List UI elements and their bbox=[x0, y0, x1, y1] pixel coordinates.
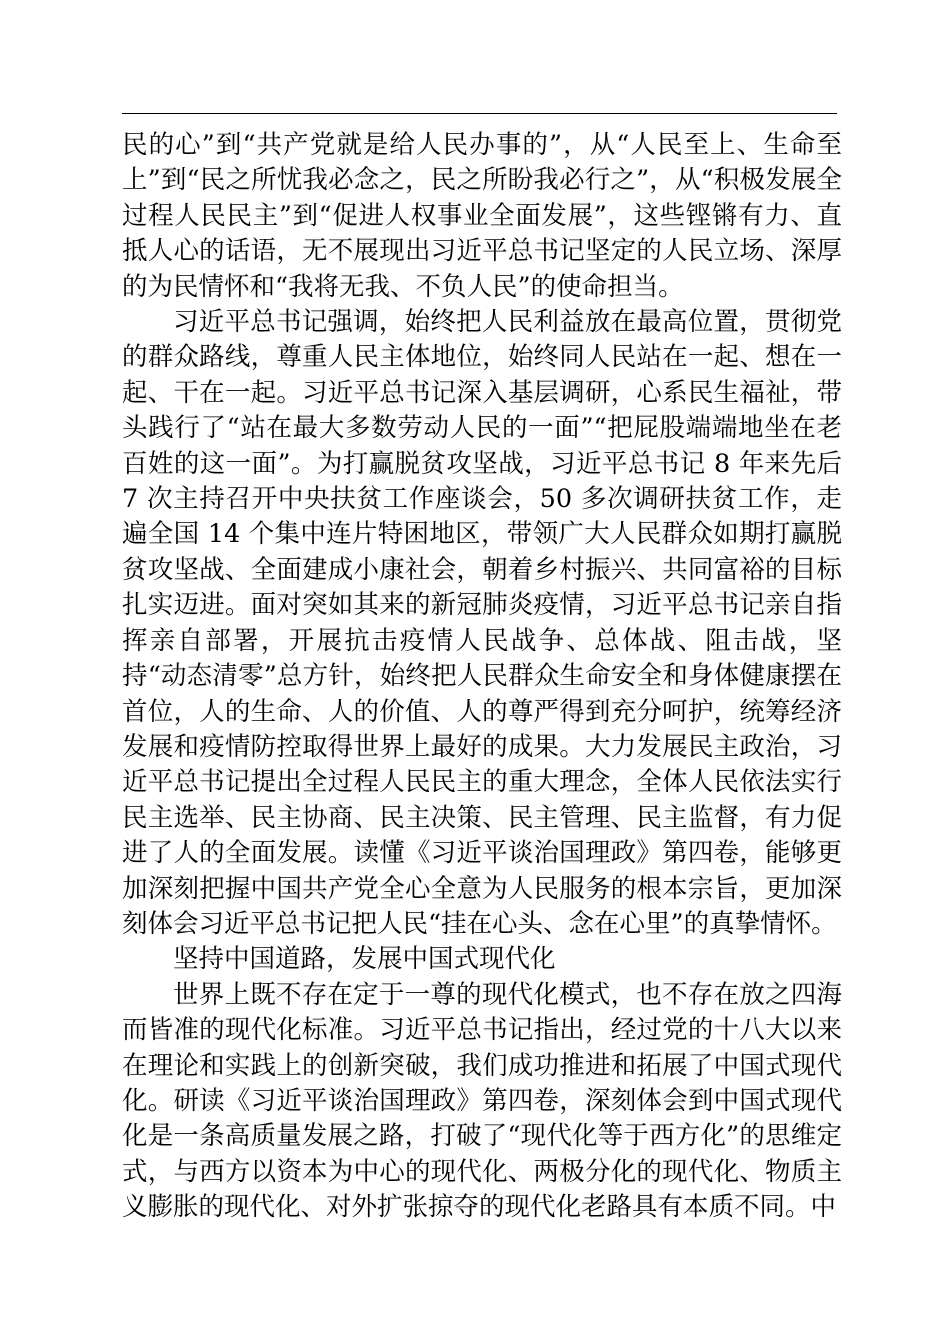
header-rule bbox=[122, 113, 837, 114]
document-body bbox=[122, 128, 842, 1226]
section-heading: 坚持中国道路，发展中国式现代化 bbox=[173, 944, 556, 975]
paragraph-people-first: 习近平总书记强调，始终把人民利益放在最高位置，贯彻党的群众路线，尊重人民主体地位，始终同人民站在一起、想在一起、干在一起。习近平总书记深入基层调研，心系民生福祉，带头践行了“站在最大多数劳动人民的一面”“把屁股端端地坐在老百姓的这一面”。为打赢脱贫攻坚战，习近平总书记 8 年来先后 7 次主持召开中央扶贫工作座谈会，50 多次调研扶贫工作，走遍全国 14 个集中连片特困地区，带领广大人民群众如期打赢脱贫攻坚战、全面建成小康社会，朝着乡村振兴、共同富裕的目标扎实迈进。面对突如其来的新冠肺炎疫情，习近平总书记亲自指挥亲自部署，开展抗击疫情人民战争、总体战、阻击战，坚持“动态清零”总方针，始终把人民群众生命安全和身体健康摆在首位，人的生命、人的价值、人的尊严得到充分呵护，统筹经济发展和疫情防控取得世界上最好的成果。大力发展民主政治，习近平总书记提出全过程人民民主的重大理念，全体人民依法实行民主选举、民主协商、民主决策、民主管理、民主监督，有力促进了人的全面发展。读懂《习近平谈治国理政》第四卷，能够更加深刻把握中国共产党全心全意为人民服务的根本宗旨，更加深刻体会习近平总书记把人民“挂在心头、念在心里”的真挚情怀。 bbox=[122, 307, 842, 939]
paragraph-modernization: 世界上既不存在定于一尊的现代化模式，也不存在放之四海而皆准的现代化标准。习近平总书记指出，经过党的十八大以来在理论和实践上的创新突破，我们成功推进和拓展了中国式现代化。研读《习近平谈治国理政》第四卷，深刻体会到中国式现代化是一条高质量发展之路，打破了“现代化等于西方化”的思维定式，与西方以资本为中心的现代化、两极分化的现代化、物质主义膨胀的现代化、对外扩张掠夺的现代化老路具有本质不同。中 bbox=[122, 979, 842, 1223]
paragraph-continuation: 民的心”到“共产党就是给人民办事的”，从“人民至上、生命至上”到“民之所忧我必念之，民之所盼我必行之”，从“积极发展全过程人民民主”到“促进人权事业全面发展”，这些铿锵有力、直抵人心的话语，无不展现出习近平总书记坚定的人民立场、深厚的为民情怀和“我将无我、不负人民”的使命担当。 bbox=[122, 130, 842, 302]
